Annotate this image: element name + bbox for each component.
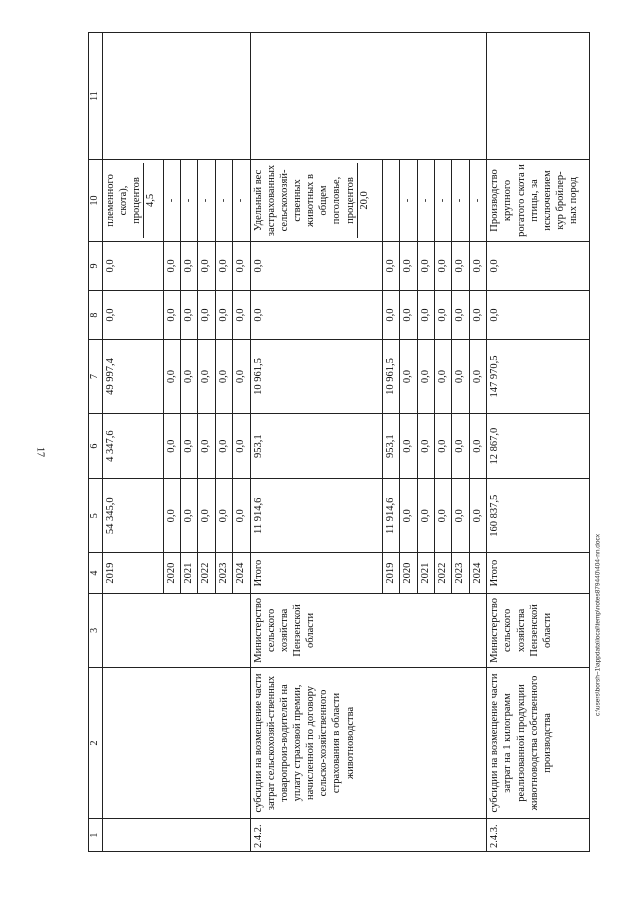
section-number: 2.4.2.: [250, 819, 487, 852]
cell-c5: 0,0: [452, 479, 469, 553]
cell-c9: 0,0: [198, 241, 215, 290]
column-header: 9: [89, 241, 103, 290]
cell-c5: 11 914,6: [382, 479, 399, 553]
cell-year: 2020: [400, 553, 417, 594]
cell-c10: -: [215, 160, 232, 242]
cell-c6: 0,0: [469, 413, 486, 479]
column-header: 8: [89, 291, 103, 340]
total-c6: 953,1: [250, 413, 382, 479]
cell-c7: 0,0: [198, 340, 215, 414]
indicator-cell: [102, 160, 163, 242]
cell-year: 2022: [198, 553, 215, 594]
table-row: [487, 33, 590, 852]
cell-c7: 0,0: [181, 340, 198, 414]
cell-c8: 0,0: [215, 291, 232, 340]
table-row: [250, 33, 382, 852]
cell-year: 2019: [382, 553, 399, 594]
cell-c6: 0,0: [198, 413, 215, 479]
cell-c10: -: [417, 160, 434, 242]
column-header: 10: [89, 160, 103, 242]
page-number: 17: [34, 447, 46, 457]
cell-c6: 0,0: [215, 413, 232, 479]
cell-year: 2021: [417, 553, 434, 594]
total-c9: 0,0: [487, 241, 590, 290]
cell-c8: 0,0: [233, 291, 250, 340]
cell-year: 2024: [233, 553, 250, 594]
cell-c10: -: [233, 160, 250, 242]
cell-c9: 0,0: [163, 241, 180, 290]
cell-c7: 0,0: [163, 340, 180, 414]
cell-c5: 0,0: [215, 479, 232, 553]
cell-c7: 0,0: [215, 340, 232, 414]
total-c9: 0,0: [250, 241, 382, 290]
cell-c6: 4 347,6: [102, 413, 163, 479]
indicator-text: Производство крупного рогатого скота и птицы, за исключением кур бройлер-ных пород: [489, 164, 579, 237]
cell-c8: 0,0: [434, 291, 451, 340]
cell-c7: 0,0: [417, 340, 434, 414]
cell-c6: 0,0: [181, 413, 198, 479]
cell-year: 2022: [434, 553, 451, 594]
empty-cell: [102, 594, 250, 668]
cell-c7: 10 961,5: [382, 340, 399, 414]
indicator-value: 20,0: [357, 163, 371, 238]
cell-c8: 0,0: [102, 291, 163, 340]
cell-c9: 0,0: [452, 241, 469, 290]
cell-c7: 0,0: [233, 340, 250, 414]
column-header: 2: [89, 667, 103, 819]
total-c6: 12 867,0: [487, 413, 590, 479]
cell-c5: 0,0: [198, 479, 215, 553]
cell-c9: 0,0: [382, 241, 399, 290]
cell-c10: -: [181, 160, 198, 242]
column-header: 6: [89, 413, 103, 479]
section-executor: Министерство сельского хозяйства Пензенской области: [250, 594, 487, 668]
cell-c7: 0,0: [469, 340, 486, 414]
total-c5: 160 837,5: [487, 479, 590, 553]
cell-c5: 0,0: [400, 479, 417, 553]
column-header: 3: [89, 594, 103, 668]
cell-c6: 0,0: [233, 413, 250, 479]
column-header: 1: [89, 819, 103, 852]
empty-cell: [487, 33, 590, 160]
total-c8: 0,0: [250, 291, 382, 340]
cell-c8: 0,0: [452, 291, 469, 340]
cell-year: 2023: [215, 553, 232, 594]
cell-c8: 0,0: [469, 291, 486, 340]
cell-c10: -: [452, 160, 469, 242]
cell-c8: 0,0: [417, 291, 434, 340]
indicator-cell: [487, 160, 590, 242]
cell-c6: 0,0: [400, 413, 417, 479]
cell-c10: -: [469, 160, 486, 242]
column-header: 11: [89, 33, 103, 160]
cell-c5: 0,0: [163, 479, 180, 553]
indicator-text: племенного скота), процентов: [104, 174, 142, 227]
cell-c5: 0,0: [417, 479, 434, 553]
cell-c8: 0,0: [400, 291, 417, 340]
total-c8: 0,0: [487, 291, 590, 340]
cell-c9: 0,0: [469, 241, 486, 290]
indicator-cell: [250, 160, 382, 242]
section-name: субсидии на возмещение части затрат на 1 килограмм реализованной продукции животноводства собственного производства: [487, 667, 590, 819]
empty-cell: [102, 819, 250, 852]
column-header: 5: [89, 479, 103, 553]
cell-c8: 0,0: [181, 291, 198, 340]
cell-c6: 0,0: [452, 413, 469, 479]
cell-c10: -: [163, 160, 180, 242]
indicator-value: 4,5: [143, 163, 157, 238]
cell-c9: 0,0: [417, 241, 434, 290]
empty-cell: [250, 33, 487, 160]
cell-c8: 0,0: [198, 291, 215, 340]
header-row: [89, 33, 103, 852]
cell-year: 2019: [102, 553, 163, 594]
cell-c5: 54 345,0: [102, 479, 163, 553]
total-label: Итого: [487, 553, 590, 594]
cell-c6: 0,0: [434, 413, 451, 479]
cell-c7: 49 997,4: [102, 340, 163, 414]
cell-c5: 0,0: [181, 479, 198, 553]
cell-year: 2023: [452, 553, 469, 594]
cell-c8: 0,0: [382, 291, 399, 340]
cell-year: 2021: [181, 553, 198, 594]
cell-c6: 0,0: [417, 413, 434, 479]
cell-c8: 0,0: [163, 291, 180, 340]
section-number: 2.4.3.: [487, 819, 590, 852]
cell-c9: 0,0: [434, 241, 451, 290]
total-c5: 11 914,6: [250, 479, 382, 553]
rotated-table-page: [88, 32, 590, 852]
cell-c5: 0,0: [434, 479, 451, 553]
program-table: [88, 32, 590, 852]
cell-c6: 953,1: [382, 413, 399, 479]
cell-c7: 0,0: [434, 340, 451, 414]
total-c7: 10 961,5: [250, 340, 382, 414]
cell-c9: 0,0: [215, 241, 232, 290]
cell-c6: 0,0: [163, 413, 180, 479]
cell-c9: 0,0: [233, 241, 250, 290]
total-c7: 147 970,5: [487, 340, 590, 414]
table-row: [102, 33, 163, 852]
footer-path: c:\users\borsh~1\appdata\local\temp\notes879440\404-nn.docx: [594, 534, 602, 716]
column-header: 4: [89, 553, 103, 594]
section-name: субсидии на возмещение части затрат сельскохозяй-ственных товаропроиз-водителей на уплату страховой премии, начисленной по договору сельско-хозяйственного страхования в области животноводства: [250, 667, 487, 819]
cell-c10: -: [434, 160, 451, 242]
cell-c7: 0,0: [452, 340, 469, 414]
section-executor: Министерство сельского хозяйства Пензенской области: [487, 594, 590, 668]
cell-c10: -: [198, 160, 215, 242]
cell-c10: -: [400, 160, 417, 242]
cell-c5: 0,0: [233, 479, 250, 553]
indicator-text: Удельный вес застрахованных сельскохозяй-ственных животных в общем поголовье, процентов: [252, 164, 356, 237]
total-label: Итого: [250, 553, 382, 594]
cell-year: 2024: [469, 553, 486, 594]
empty-cell: [102, 667, 250, 819]
cell-c9: 0,0: [181, 241, 198, 290]
cell-c5: 0,0: [469, 479, 486, 553]
empty-cell: [102, 33, 250, 160]
cell-c7: 0,0: [400, 340, 417, 414]
empty-cell: [382, 160, 399, 242]
column-header: 7: [89, 340, 103, 414]
cell-c9: 0,0: [102, 241, 163, 290]
cell-year: 2020: [163, 553, 180, 594]
cell-c9: 0,0: [400, 241, 417, 290]
